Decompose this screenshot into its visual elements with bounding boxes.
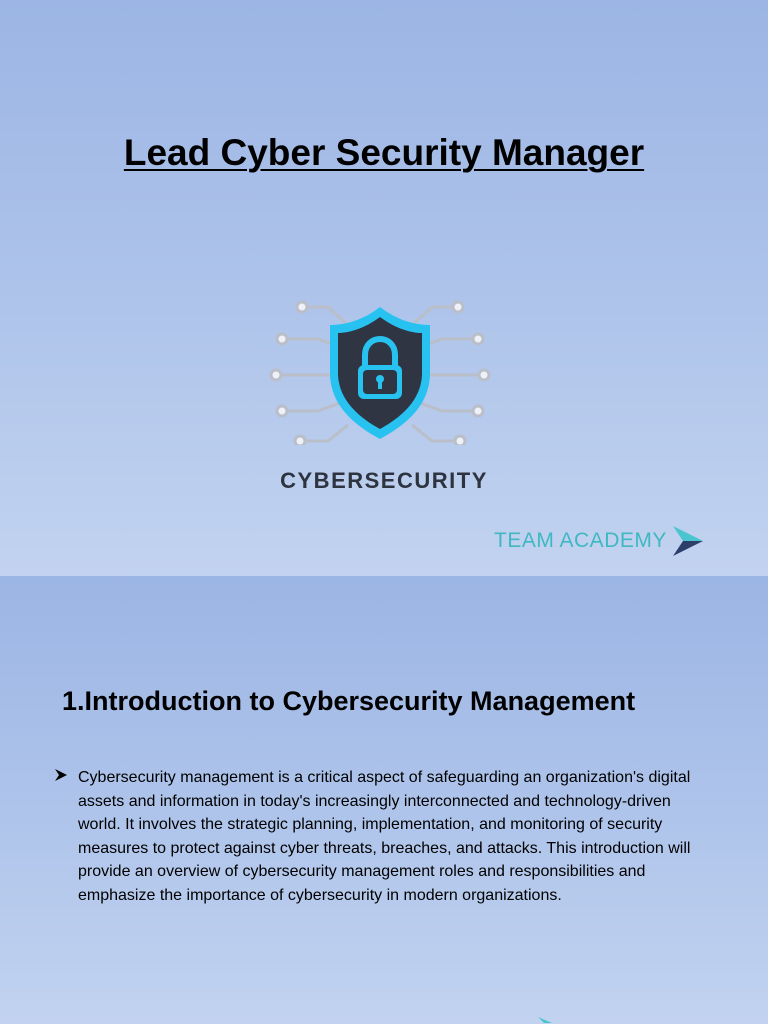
arrowhead-bullet-icon (54, 766, 78, 907)
shield-lock-circuit-icon (268, 295, 492, 445)
chevron-right-icon (669, 526, 705, 556)
bullet-paragraph (54, 766, 714, 907)
chevron-right-icon (534, 1017, 564, 1024)
paragraph-text: Cybersecurity management is a critical aspect of safeguarding an organization's digital assets and information in today's increasingly interconnected and technology-driven world. It involves the strategic planning, implementation, and monitoring of security measures to protect against cyber threats, breaches, and attacks. This introduction will provide an overview of cybersecurity management roles and responsibilities and emphasize the importance of cybersecurity in modern organizations. (78, 769, 691, 904)
team-academy-text: TEAM ACADEMY (494, 529, 667, 552)
section-heading: 1.Introduction to Cybersecurity Management (62, 686, 636, 716)
slide-title-heading: Lead Cyber Security Manager (123, 132, 645, 173)
cybersecurity-wordmark: CYBERSECURITY (280, 468, 488, 493)
team-academy-logo (494, 526, 705, 556)
